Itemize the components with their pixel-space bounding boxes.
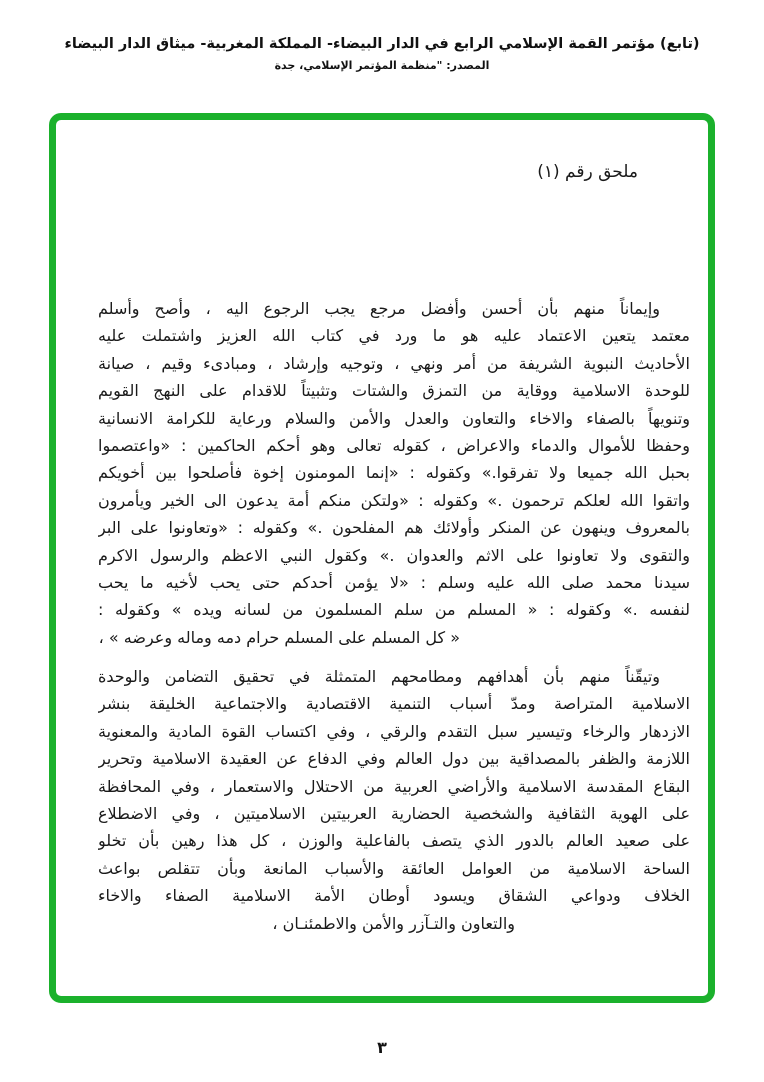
- text-line: الاسلامية المتراصة ومدّ أسباب التنمية الاقتصادية والاجتماعية الخليقة بنشر: [98, 694, 690, 714]
- text-line: الازدهار والرخاء وتيسير سبل التقدم والرقي ، وفي اكتساب القوة المادية والمعنوية: [98, 721, 690, 741]
- text-line: والتعاون والتـآزر والأمن والاطمئنـان ،: [272, 913, 515, 933]
- paragraph-1: [98, 295, 690, 651]
- text-line: لنفسه .» وكقوله : « المسلم من سلم المسلمون من لسانه ويده » وكقوله :: [98, 600, 690, 620]
- text-line: وتيقّناً منهم بأن أهدافهم ومطامحهم المتمثلة في تحقيق التضامن والوحدة: [98, 667, 660, 687]
- page-number: ٣: [377, 1038, 387, 1057]
- text-line: وتنويهاً بالصفاء والاخاء والتعاون والعدل والأمن والسلام ورعاية للكرامة الانسانية: [98, 408, 690, 428]
- header-source: المصدر: "منظمة المؤتمر الإسلامي، جدة: [274, 59, 490, 72]
- green-frame: [49, 113, 715, 1003]
- header-title: (تابع) مؤتمر القمة الإسلامي الرابع في الدار البيضاء- المملكة المغربية- ميثاق الدار البيضاء: [64, 36, 700, 52]
- text-line: على صعيد العالم بالدور الذي يتصف بالفاعلية والوزن ، كل هذا رهين بأن تخلو: [98, 831, 690, 851]
- text-line: الخلاف ودواعي الشقاق ويسود أوطان الأمة الاسلامية الصفاء والاخاء: [98, 886, 690, 906]
- text-line: على الهوية الثقافية والشخصية الحضارية العربيتين الاسلاميتين ، وفي الاضطلاع: [98, 804, 690, 824]
- annex-label: ملحق رقم (١): [537, 162, 638, 182]
- text-line: سيدنا محمد صلى الله عليه وسلم : «لا يؤمن أحدكم حتى يحب لأخيه ما يحب: [98, 572, 690, 592]
- text-line: للوحدة الاسلامية ووقاية من التمزق والشتات وتثبيتاً للاقدام على النهج القويم: [98, 381, 690, 401]
- text-line: واتقوا الله لعلكم ترحمون .» وكقوله : «ولتكن منكم أمة يدعون الى الخير ويأمرون: [98, 490, 690, 510]
- text-line: الأحاديث النبوية الشريفة من أمر ونهي ، وتوجيه وإرشاد ، ومبادىء وقيم ، صيانة: [98, 353, 690, 373]
- text-line: الساحة الاسلامية من العوامل العائقة والأسباب المانعة وبأن تتقلص بواعث: [98, 858, 690, 878]
- page-header: [0, 36, 764, 72]
- text-line: والتقوى ولا تعاونوا على الاثم والعدوان .» وكقول النبي الاعظم والرسول الاكرم: [98, 545, 690, 565]
- text-line: اللازمة والظفر بالمصداقية بين دول العالم وفي الدفاع عن العقيدة الاسلامية وتحرير: [98, 749, 690, 769]
- hadith-quote-line: « كل المسلم على المسلم حرام دمه وماله وعرضه » ،: [98, 627, 460, 647]
- paragraph-2: [98, 663, 690, 937]
- text-line: بالمعروف وينهون عن المنكر وأولائك هم المفلحون .» وكقوله : «وتعاونوا على البر: [98, 518, 690, 538]
- document-body: [98, 295, 690, 937]
- text-line: البقاع المقدسة الاسلامية والأراضي العربية من الاحتلال والاستعمار ، وفي المحافظة: [98, 776, 690, 796]
- text-line: وإيماناً منهم بأن أحسن وأفضل مرجع يجب الرجوع اليه ، وأصح وأسلم: [98, 299, 660, 318]
- text-line: وحفظا للأموال والدماء والاعراض ، كقوله تعالى وهو أحكم الحاكمين : «واعتصموا: [98, 435, 690, 455]
- text-line: بحبل الله جميعا ولا تفرقوا.» وكقوله : «إنما المومنون إخوة فأصلحوا بين أخويكم: [98, 463, 690, 483]
- text-line: معتمد يتعين الاعتماد عليه هو ما ورد في كتاب الله العزيز واشتملت عليه: [98, 326, 690, 346]
